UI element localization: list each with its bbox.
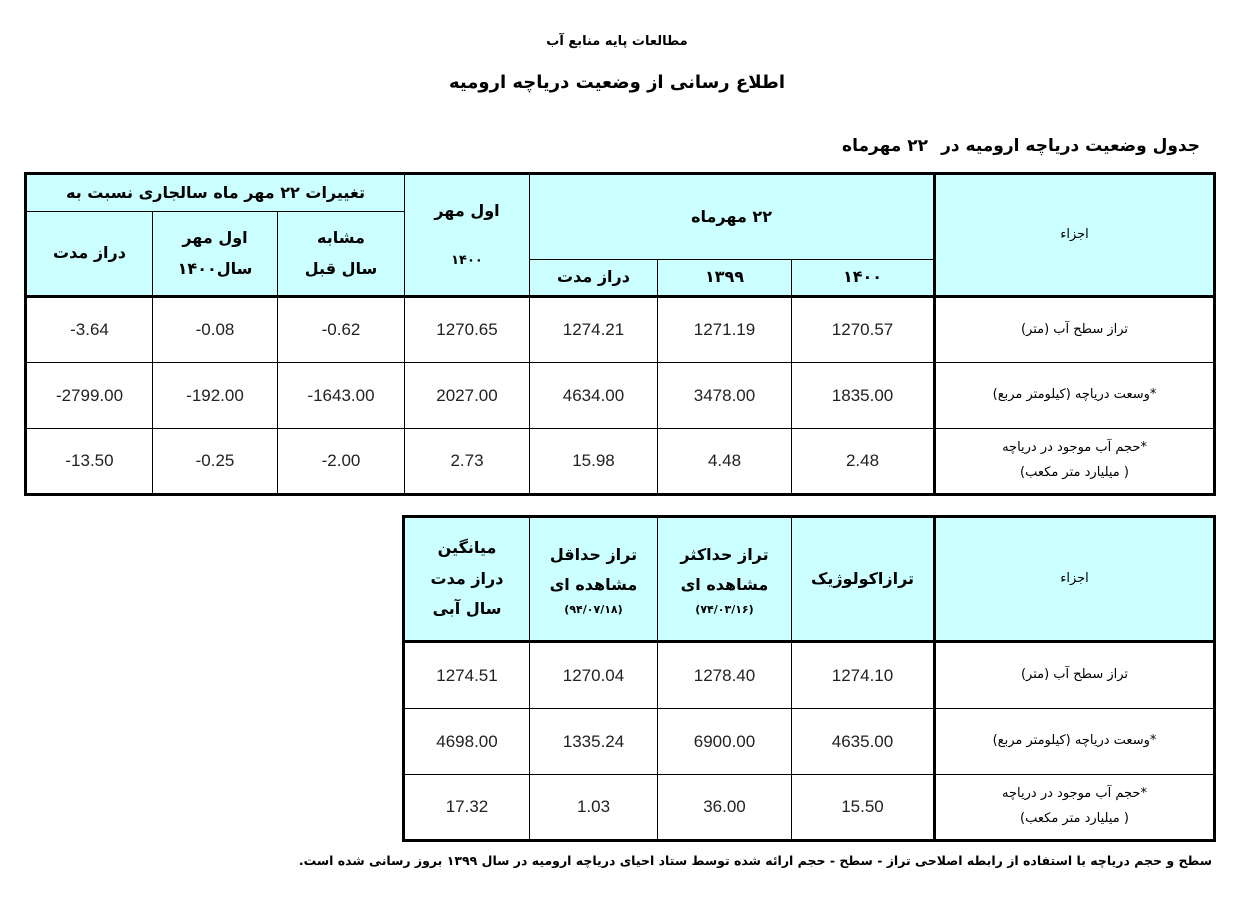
cell-longterm: 4634.00 — [530, 363, 658, 429]
header-change-first-mehr — [153, 212, 278, 297]
header-change-similar-line1: مشابه — [317, 228, 365, 248]
header-date-group: ۲۲ مهرماه — [530, 174, 935, 260]
header-1399: ۱۳۹۹ — [658, 260, 792, 297]
row-label-line1: تراز سطح آب (متر) — [1020, 667, 1129, 683]
row-label-line1: *وسعت دریاچه (کیلومتر مربع) — [992, 733, 1157, 749]
table-row — [26, 429, 1215, 495]
cell-chg-similar: -0.62 — [278, 297, 405, 363]
row-label-line2: ( میلیارد متر مکعب) — [1020, 811, 1129, 826]
row-label — [935, 709, 1215, 775]
cell-chg-longterm: -3.64 — [26, 297, 153, 363]
cell-chg-similar: -1643.00 — [278, 363, 405, 429]
header-ecological: ترازاکولوژیک — [792, 517, 935, 642]
header-max-line2: مشاهده ای — [680, 575, 769, 595]
org-title: مطالعات پایه منابع آب — [546, 34, 688, 49]
header-avg-line2: دراز مدت — [430, 568, 504, 588]
cell-max: 6900.00 — [658, 709, 792, 775]
cell-ecological: 4635.00 — [792, 709, 935, 775]
header-avg-longterm — [404, 517, 530, 642]
table-caption-date: ۲۲ مهرماه — [842, 136, 928, 156]
row-label — [935, 642, 1215, 709]
header-parts: اجزاء — [935, 174, 1215, 297]
row-label-line1: *حجم آب موجود در دریاچه — [1002, 786, 1147, 802]
cell-avg: 1274.51 — [404, 642, 530, 709]
cell-ecological: 15.50 — [792, 775, 935, 841]
table-row — [404, 642, 1215, 709]
header-change-first-mehr-line2: سال۱۴۰۰ — [177, 258, 253, 278]
header-change-similar-line2: سال قبل — [304, 258, 378, 278]
cell-avg: 4698.00 — [404, 709, 530, 775]
row-label — [935, 429, 1215, 495]
cell-min: 1270.04 — [530, 642, 658, 709]
row-label-line1: *حجم آب موجود در دریاچه — [1002, 440, 1147, 456]
table-row — [404, 709, 1215, 775]
header-min-line1: تراز حداقل — [549, 544, 638, 564]
row-label — [935, 297, 1215, 363]
cell-min: 1335.24 — [530, 709, 658, 775]
table-row — [26, 297, 1215, 363]
cell-chg-similar: -2.00 — [278, 429, 405, 495]
header-1400: ۱۴۰۰ — [792, 260, 935, 297]
cell-chg-longterm: -13.50 — [26, 429, 153, 495]
cell-longterm: 15.98 — [530, 429, 658, 495]
cell-first-mehr: 2.73 — [405, 429, 530, 495]
header-first-mehr — [405, 174, 530, 297]
cell-1400: 1835.00 — [792, 363, 935, 429]
cell-1399: 1271.19 — [658, 297, 792, 363]
footnote: سطح و حجم دریاچه با استفاده از رابطه اصلاحی تراز - سطح - حجم ارائه شده توسط ستاد احیای دریاچه ارومیه در سال ۱۳۹۹ بروز رسانی شده است. — [298, 853, 1212, 868]
cell-longterm: 1274.21 — [530, 297, 658, 363]
header-change-similar — [278, 212, 405, 297]
cell-first-mehr: 2027.00 — [405, 363, 530, 429]
header-avg-line1: میانگین — [437, 538, 497, 558]
header-parts: اجزاء — [935, 517, 1215, 642]
header-max-date: (۷۴/۰۳/۱۶) — [695, 602, 754, 616]
header-max-level — [658, 517, 792, 642]
table-row — [404, 775, 1215, 841]
cell-chg-first-mehr: -192.00 — [153, 363, 278, 429]
page-title: اطلاع رسانی از وضعیت دریاچه ارومیه — [448, 72, 786, 93]
header-avg-line3: سال آبی — [432, 599, 502, 619]
header-change-first-mehr-line1: اول مهر — [182, 228, 248, 248]
cell-max: 1278.40 — [658, 642, 792, 709]
header-min-level — [530, 517, 658, 642]
header-longterm: دراز مدت — [530, 260, 658, 297]
cell-1400: 1270.57 — [792, 297, 935, 363]
header-max-line1: تراز حداکثر — [680, 544, 769, 564]
header-first-mehr-line1: اول مهر — [434, 201, 500, 221]
cell-ecological: 1274.10 — [792, 642, 935, 709]
table-row — [26, 363, 1215, 429]
cell-1400: 2.48 — [792, 429, 935, 495]
cell-avg: 17.32 — [404, 775, 530, 841]
cell-min: 1.03 — [530, 775, 658, 841]
row-label — [935, 363, 1215, 429]
header-changes-group: تغییرات ۲۲ مهر ماه سالجاری نسبت به — [26, 174, 405, 212]
cell-max: 36.00 — [658, 775, 792, 841]
cell-1399: 3478.00 — [658, 363, 792, 429]
header-min-date: (۹۴/۰۷/۱۸) — [564, 602, 623, 616]
cell-chg-first-mehr: -0.08 — [153, 297, 278, 363]
header-first-mehr-line2: ۱۴۰۰ — [451, 252, 483, 268]
lake-status-table — [24, 172, 1216, 496]
table-caption-label: جدول وضعیت دریاچه ارومیه در — [941, 136, 1200, 156]
cell-first-mehr: 1270.65 — [405, 297, 530, 363]
reference-levels-table — [402, 515, 1216, 842]
row-label-line2: ( میلیارد متر مکعب) — [1020, 465, 1129, 480]
header-min-line2: مشاهده ای — [549, 575, 638, 595]
row-label — [935, 775, 1215, 841]
row-label-line1: *وسعت دریاچه (کیلومتر مربع) — [992, 387, 1157, 403]
row-label-line1: تراز سطح آب (متر) — [1020, 321, 1129, 337]
cell-1399: 4.48 — [658, 429, 792, 495]
header-change-longterm: دراز مدت — [26, 212, 153, 297]
cell-chg-longterm: -2799.00 — [26, 363, 153, 429]
cell-chg-first-mehr: -0.25 — [153, 429, 278, 495]
